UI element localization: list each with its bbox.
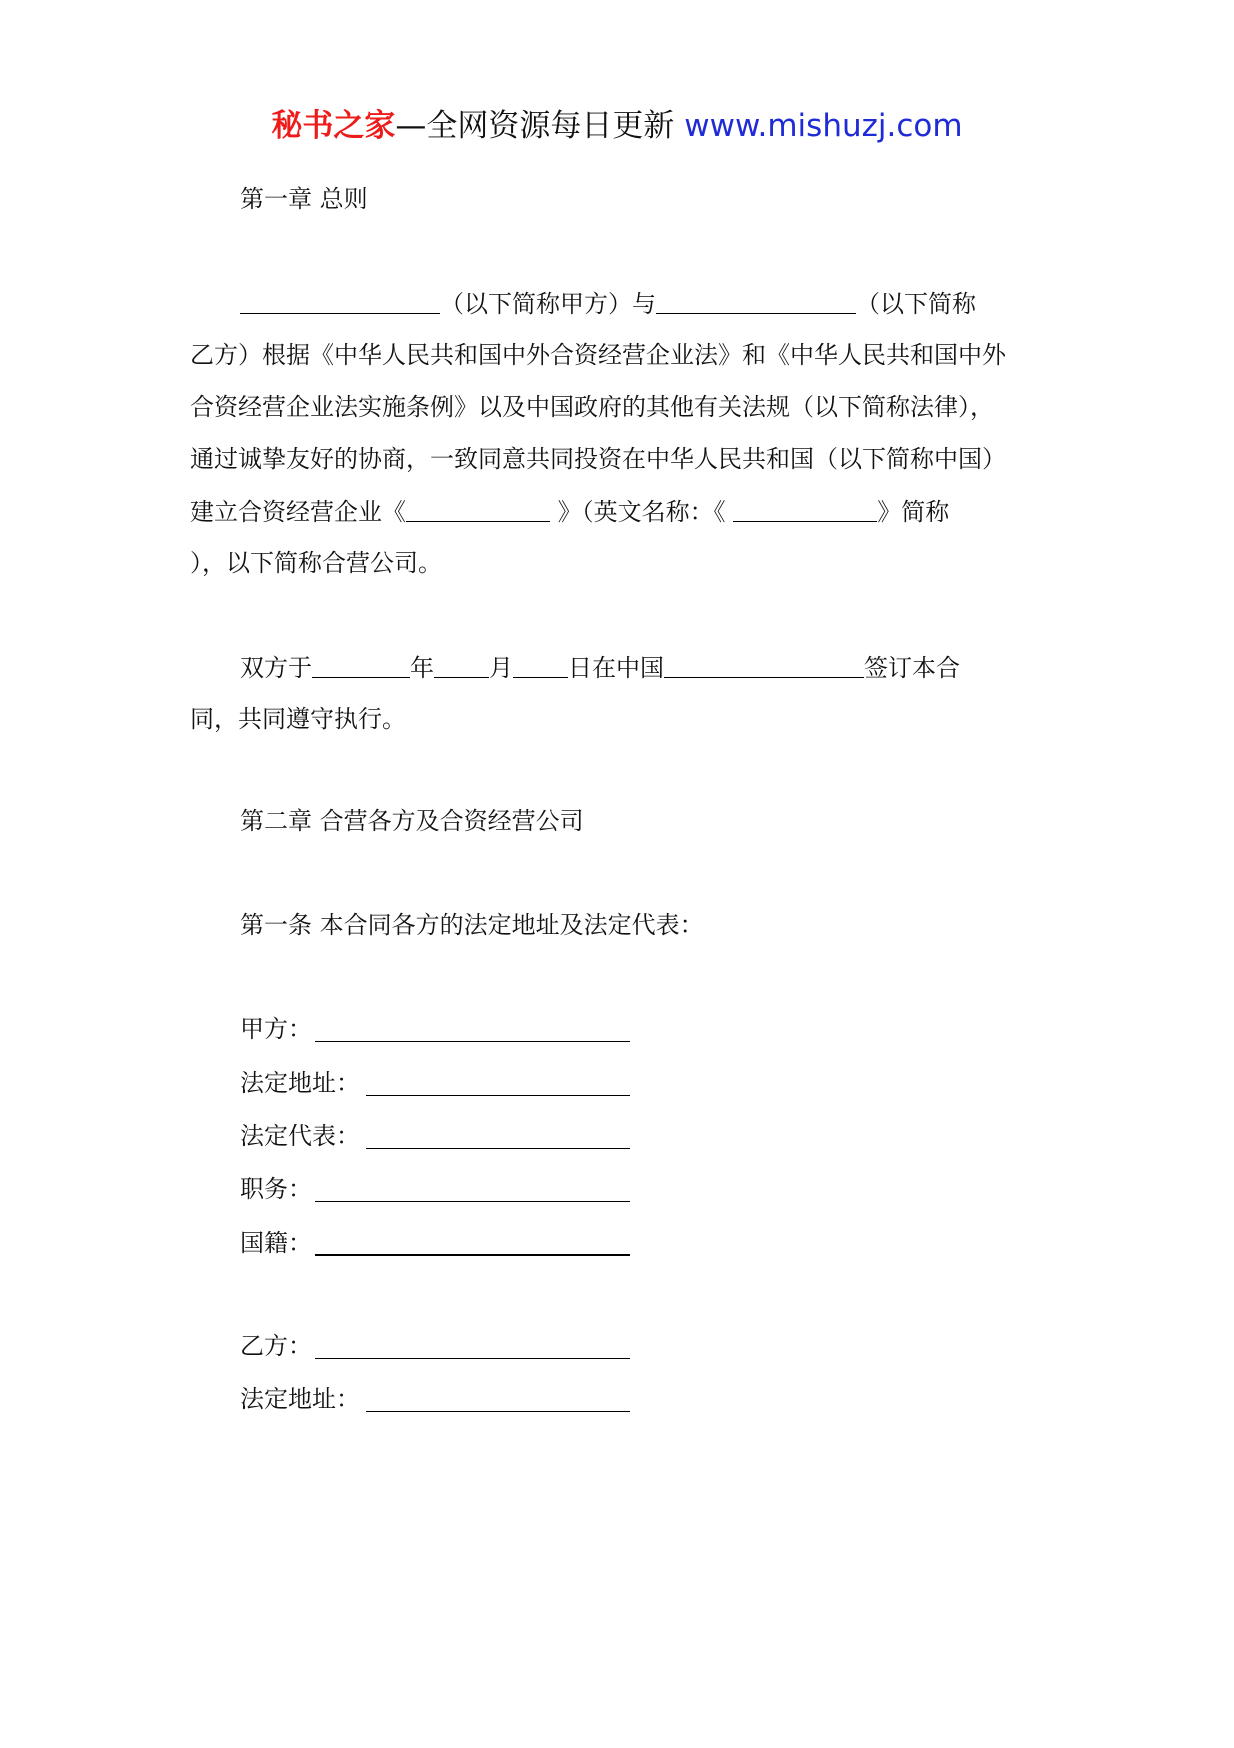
paragraph-1-line-3: 合资经营企业法实施条例》以及中国政府的其他有关法规（以下简称法律），	[190, 393, 994, 421]
year-blank[interactable]	[312, 655, 410, 678]
party-a-address-label: 法定地址：	[240, 1069, 360, 1097]
party-a-name-label: 甲方：	[240, 1015, 312, 1043]
party-a-rep-label: 法定代表：	[240, 1122, 360, 1150]
paragraph-1-line-6: ），以下简称合营公司。	[190, 549, 442, 577]
text-segment: 日在中国	[568, 654, 664, 682]
chapter-2-heading: 第二章 合营各方及合资经营公司	[240, 807, 584, 835]
party-a-name-blank[interactable]	[315, 1041, 630, 1042]
paragraph-1-line-5	[190, 499, 1050, 524]
paragraph-1-line-1	[240, 291, 1100, 316]
party-a-nationality-label: 国籍：	[240, 1229, 312, 1257]
party-b-name-blank[interactable]	[315, 1358, 630, 1359]
text-segment: 》（英文名称：《	[557, 498, 726, 526]
party-a-rep-blank[interactable]	[366, 1148, 630, 1149]
party-a-title-blank[interactable]	[315, 1201, 630, 1202]
text-segment: 双方于	[240, 654, 312, 682]
company-name-blank[interactable]	[406, 499, 550, 522]
party-b-address-label: 法定地址：	[240, 1385, 360, 1413]
party-a-nationality-blank[interactable]	[315, 1254, 630, 1256]
text-segment: 建立合资经营企业《	[190, 498, 406, 526]
page-header	[0, 100, 1234, 145]
party-a-blank[interactable]	[240, 291, 440, 314]
text-segment: （以下简称甲方）与	[440, 290, 656, 318]
paragraph-2-line-2: 同，共同遵守执行。	[190, 705, 406, 733]
text-segment: 月	[489, 654, 513, 682]
paragraph-1-line-2: 乙方）根据《中华人民共和国中外合资经营企业法》和《中华人民共和国中外	[190, 341, 1006, 369]
chapter-1-heading: 第一章 总则	[240, 185, 368, 213]
text-segment: （以下简称	[856, 290, 976, 318]
brand-name: 秘书之家	[271, 108, 396, 144]
party-b-name-label: 乙方：	[240, 1332, 312, 1360]
party-a-address-blank[interactable]	[366, 1095, 630, 1096]
header-slogan: —全网资源每日更新	[395, 108, 675, 144]
party-a-title-label: 职务：	[240, 1175, 312, 1203]
day-blank[interactable]	[513, 655, 568, 678]
paragraph-1-line-4: 通过诚挚友好的协商，一致同意共同投资在中华人民共和国（以下简称中国）	[190, 445, 1006, 473]
location-blank[interactable]	[664, 655, 864, 678]
text-segment: 》简称	[877, 498, 950, 526]
month-blank[interactable]	[434, 655, 489, 678]
website-link[interactable]: www.mishuzj.com	[684, 108, 963, 144]
text-segment: 年	[410, 654, 434, 682]
party-b-blank[interactable]	[656, 291, 856, 314]
text-segment: 签订本合	[864, 654, 960, 682]
party-b-address-blank[interactable]	[366, 1411, 630, 1412]
article-1-heading: 第一条 本合同各方的法定地址及法定代表：	[240, 911, 704, 939]
english-name-blank[interactable]	[733, 499, 877, 522]
paragraph-2-line-1	[240, 655, 1100, 680]
